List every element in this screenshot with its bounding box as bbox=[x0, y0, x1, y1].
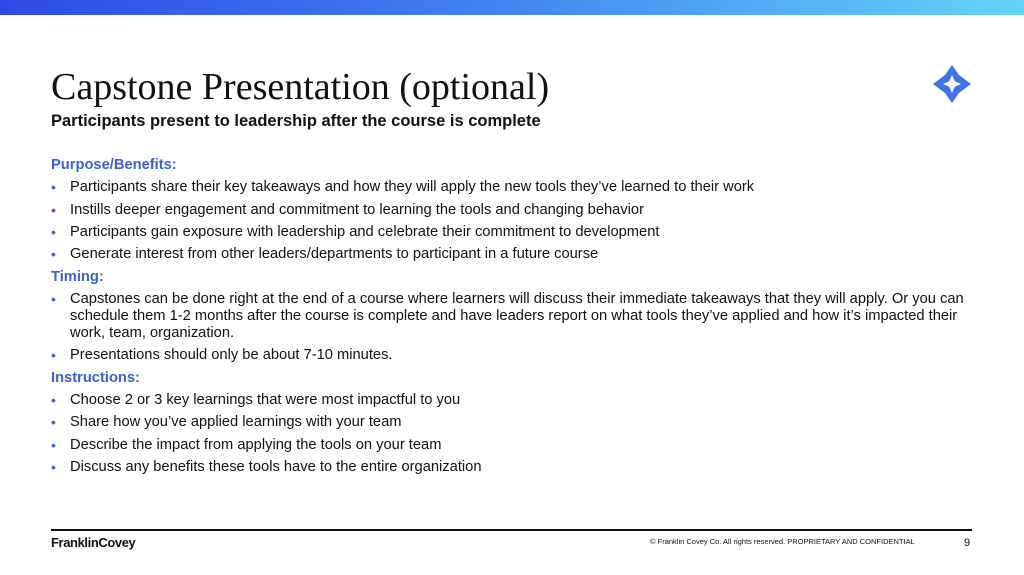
top-gradient-bar bbox=[0, 0, 1024, 15]
list-item: • Presentations should only be about 7-10 minutes. bbox=[51, 347, 971, 364]
list-item: • Generate interest from other leaders/departments to participant in a future course bbox=[51, 246, 971, 263]
section-timing bbox=[51, 269, 971, 364]
brand-logo: FranklinCovey bbox=[51, 535, 136, 550]
list-item: • Participants gain exposure with leadership and celebrate their commitment to development bbox=[51, 224, 971, 241]
section-heading: Timing: bbox=[51, 268, 104, 285]
list-item: • Choose 2 or 3 key learnings that were most impactful to you bbox=[51, 392, 971, 409]
section-instructions bbox=[51, 370, 971, 476]
section-heading: Purpose/Benefits: bbox=[51, 157, 177, 173]
copyright-notice: © Franklin Covey Co. All rights reserved. PROPRIETARY AND CONFIDENTIAL bbox=[650, 537, 915, 546]
list-item: • Capstones can be done right at the end of a course where learners will discuss their immediate takeaways that they will apply. Or you can schedule them 1-2 months after the course is complete and have leaders report on what tools they’ve applied and how it’s impacted their work, team, organization. bbox=[51, 291, 971, 341]
slide-subtitle: Participants present to leadership after the course is complete bbox=[51, 112, 541, 130]
section-purpose-benefits bbox=[51, 157, 971, 263]
slide-body bbox=[51, 155, 971, 481]
bullet-list bbox=[51, 179, 971, 263]
list-item: • Instills deeper engagement and commitment to learning the tools and changing behavior bbox=[51, 202, 971, 219]
list-item: • Discuss any benefits these tools have to the entire organization bbox=[51, 459, 971, 476]
bullet-list bbox=[51, 392, 971, 476]
bullet-list bbox=[51, 291, 971, 364]
list-item: • Share how you’ve applied learnings with your team bbox=[51, 414, 971, 431]
list-item: • Describe the impact from applying the tools on your team bbox=[51, 437, 971, 454]
section-heading: Instructions: bbox=[51, 369, 140, 386]
page-number: 9 bbox=[964, 537, 971, 549]
list-item: • Participants share their key takeaways and how they will apply the new tools they’ve learned to their work bbox=[51, 179, 971, 196]
footer-divider bbox=[51, 529, 972, 531]
four-point-star-icon bbox=[932, 64, 972, 104]
slide-title: Capstone Presentation (optional) bbox=[51, 66, 550, 108]
